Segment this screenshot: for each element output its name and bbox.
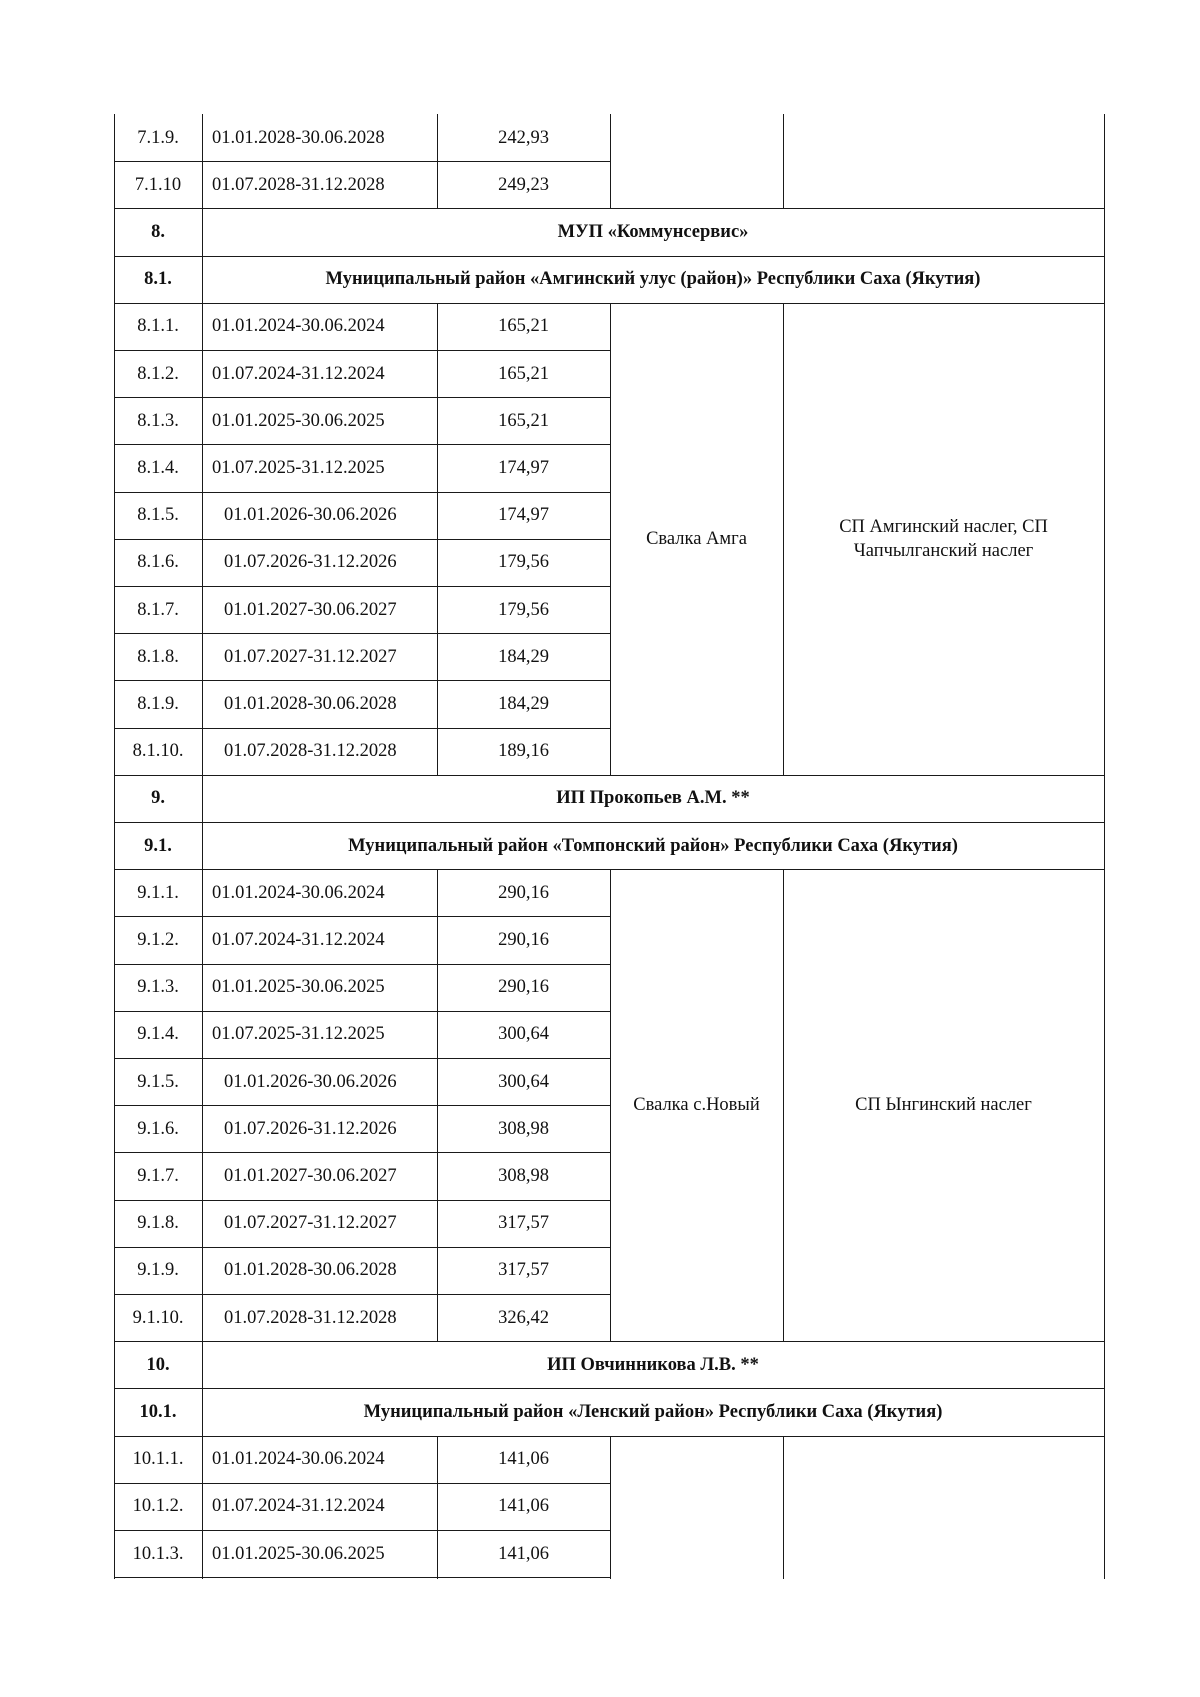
table-rule bbox=[114, 869, 115, 1342]
row-number: 7.1.10 bbox=[134, 174, 182, 195]
period-cell: 01.07.2024-31.12.2024 bbox=[212, 929, 385, 950]
facility-name bbox=[618, 1436, 775, 1578]
period-cell: 01.07.2026-31.12.2026 bbox=[224, 552, 397, 573]
table-rule bbox=[783, 1436, 784, 1579]
table-rule bbox=[1104, 208, 1105, 256]
table-rule bbox=[1104, 1388, 1105, 1436]
period-cell: 01.07.2027-31.12.2027 bbox=[224, 646, 397, 667]
table-rule bbox=[114, 303, 115, 776]
period-cell: 01.01.2024-30.06.2024 bbox=[212, 882, 385, 903]
section-title: Муниципальный район «Томпонский район» Республики Саха (Якутия) bbox=[348, 835, 958, 856]
row-number: 9.1.7. bbox=[137, 1165, 179, 1186]
table-rule bbox=[437, 114, 438, 209]
settlement-name bbox=[803, 1436, 1084, 1578]
row-number: 10.1.1. bbox=[132, 1449, 184, 1470]
table-rule bbox=[1104, 303, 1105, 776]
row-number: 9.1.9. bbox=[137, 1260, 179, 1281]
tariff-value: 179,56 bbox=[498, 599, 549, 620]
section-number: 10. bbox=[146, 1354, 170, 1375]
row-number: 9.1.4. bbox=[137, 1024, 179, 1045]
table-rule bbox=[783, 303, 784, 776]
tariff-value: 317,57 bbox=[498, 1213, 549, 1234]
settlement-name bbox=[803, 114, 1084, 208]
period-cell: 01.07.2028-31.12.2028 bbox=[224, 741, 397, 762]
row-number: 8.1.1. bbox=[137, 316, 179, 337]
section-title: Муниципальный район «Ленский район» Республики Саха (Якутия) bbox=[363, 1401, 943, 1422]
tariff-value: 174,97 bbox=[498, 505, 549, 526]
row-number: 9.1.10. bbox=[132, 1307, 184, 1328]
period-cell: 01.07.2026-31.12.2026 bbox=[224, 1118, 397, 1139]
table-rule bbox=[1104, 114, 1105, 209]
period-cell: 01.07.2025-31.12.2025 bbox=[212, 1024, 385, 1045]
row-number: 8.1.9. bbox=[137, 693, 179, 714]
tariff-value: 308,98 bbox=[498, 1165, 549, 1186]
period-cell: 01.07.2028-31.12.2028 bbox=[212, 174, 385, 195]
table-rule bbox=[610, 303, 611, 776]
tariff-value: 249,23 bbox=[498, 174, 549, 195]
section-number: 8.1. bbox=[144, 269, 172, 290]
section-number: 10.1. bbox=[139, 1401, 177, 1422]
row-number: 8.1.8. bbox=[137, 646, 179, 667]
row-number: 9.1.1. bbox=[137, 882, 179, 903]
facility-name bbox=[618, 114, 775, 208]
period-cell: 01.01.2024-30.06.2024 bbox=[212, 316, 385, 337]
tariff-value: 165,21 bbox=[498, 410, 549, 431]
tariff-value: 317,57 bbox=[498, 1260, 549, 1281]
section-title: ИП Овчинникова Л.В. ** bbox=[547, 1354, 759, 1375]
table-rule bbox=[202, 1436, 203, 1579]
tariff-value: 174,97 bbox=[498, 457, 549, 478]
table-rule bbox=[202, 303, 203, 776]
tariff-value: 165,21 bbox=[498, 316, 549, 337]
period-cell: 01.07.2024-31.12.2024 bbox=[212, 363, 385, 384]
row-number: 8.1.5. bbox=[137, 505, 179, 526]
section-number: 9.1. bbox=[144, 835, 172, 856]
row-number: 8.1.7. bbox=[137, 599, 179, 620]
section-number: 8. bbox=[151, 221, 165, 242]
tariff-value: 165,21 bbox=[498, 363, 549, 384]
tariff-value: 290,16 bbox=[498, 929, 549, 950]
table-rule bbox=[610, 869, 611, 1342]
table-rule bbox=[1104, 869, 1105, 1342]
tariff-value: 326,42 bbox=[498, 1307, 549, 1328]
tariff-value: 189,16 bbox=[498, 741, 549, 762]
row-number: 10.1.2. bbox=[132, 1496, 184, 1517]
row-number: 8.1.4. bbox=[137, 457, 179, 478]
period-cell: 01.07.2025-31.12.2025 bbox=[212, 457, 385, 478]
row-number: 9.1.5. bbox=[137, 1071, 179, 1092]
section-title: МУП «Коммунсервис» bbox=[557, 221, 749, 242]
period-cell: 01.01.2025-30.06.2025 bbox=[212, 410, 385, 431]
settlement-name: СП Амгинский наслег, СП Чапчылганский наслег bbox=[839, 516, 1048, 561]
row-number: 9.1.3. bbox=[137, 977, 179, 998]
period-cell: 01.07.2024-31.12.2024 bbox=[212, 1496, 385, 1517]
table-rule bbox=[783, 869, 784, 1342]
table-rule bbox=[1104, 822, 1105, 870]
tariff-value: 300,64 bbox=[498, 1024, 549, 1045]
table-rule bbox=[610, 114, 611, 209]
period-cell: 01.01.2028-30.06.2028 bbox=[224, 1260, 397, 1281]
table-rule bbox=[437, 869, 438, 1342]
period-cell: 01.01.2024-30.06.2024 bbox=[212, 1449, 385, 1470]
row-number: 8.1.6. bbox=[137, 552, 179, 573]
tariff-value: 141,06 bbox=[498, 1543, 549, 1564]
tariff-value: 141,06 bbox=[498, 1496, 549, 1517]
row-number: 8.1.3. bbox=[137, 410, 179, 431]
tariff-value: 290,16 bbox=[498, 977, 549, 998]
table-rule bbox=[1104, 1341, 1105, 1389]
table-rule bbox=[114, 1436, 115, 1579]
tariff-value: 242,93 bbox=[498, 127, 549, 148]
facility-name: Свалка с.Новый bbox=[633, 1095, 760, 1116]
tariff-value: 300,64 bbox=[498, 1071, 549, 1092]
table-rule bbox=[610, 1436, 611, 1579]
tariff-value: 184,29 bbox=[498, 646, 549, 667]
period-cell: 01.01.2026-30.06.2026 bbox=[224, 1071, 397, 1092]
table-rule bbox=[114, 114, 115, 209]
tariff-value: 308,98 bbox=[498, 1118, 549, 1139]
table-rule bbox=[1104, 775, 1105, 823]
section-title: ИП Прокопьев А.М. ** bbox=[556, 788, 750, 809]
period-cell: 01.01.2027-30.06.2027 bbox=[224, 599, 397, 620]
period-cell: 01.01.2028-30.06.2028 bbox=[212, 127, 385, 148]
period-cell: 01.01.2026-30.06.2026 bbox=[224, 505, 397, 526]
row-number: 8.1.10. bbox=[132, 741, 184, 762]
period-cell: 01.07.2027-31.12.2027 bbox=[224, 1213, 397, 1234]
tariff-value: 179,56 bbox=[498, 552, 549, 573]
section-title: Муниципальный район «Амгинский улус (район)» Республики Саха (Якутия) bbox=[325, 269, 981, 290]
tariff-value: 141,06 bbox=[498, 1449, 549, 1470]
period-cell: 01.01.2027-30.06.2027 bbox=[224, 1165, 397, 1186]
table-rule bbox=[437, 1436, 438, 1579]
row-number: 9.1.6. bbox=[137, 1118, 179, 1139]
table-rule bbox=[114, 1577, 611, 1578]
row-number: 10.1.3. bbox=[132, 1543, 184, 1564]
row-number: 9.1.8. bbox=[137, 1213, 179, 1234]
row-number: 9.1.2. bbox=[137, 929, 179, 950]
period-cell: 01.01.2028-30.06.2028 bbox=[224, 693, 397, 714]
row-number: 8.1.2. bbox=[137, 363, 179, 384]
settlement-name: СП Ынгинский наслег bbox=[855, 1095, 1032, 1116]
table-rule bbox=[783, 114, 784, 209]
table-rule bbox=[1104, 256, 1105, 304]
table-rule bbox=[1104, 1436, 1105, 1579]
tariff-table bbox=[114, 114, 1104, 1571]
table-rule bbox=[202, 114, 203, 209]
table-rule bbox=[437, 303, 438, 776]
row-number: 7.1.9. bbox=[137, 127, 179, 148]
tariff-value: 184,29 bbox=[498, 693, 549, 714]
section-number: 9. bbox=[151, 788, 165, 809]
table-rule bbox=[202, 869, 203, 1342]
period-cell: 01.01.2025-30.06.2025 bbox=[212, 1543, 385, 1564]
period-cell: 01.07.2028-31.12.2028 bbox=[224, 1307, 397, 1328]
period-cell: 01.01.2025-30.06.2025 bbox=[212, 977, 385, 998]
tariff-value: 290,16 bbox=[498, 882, 549, 903]
facility-name: Свалка Амга bbox=[646, 528, 747, 549]
